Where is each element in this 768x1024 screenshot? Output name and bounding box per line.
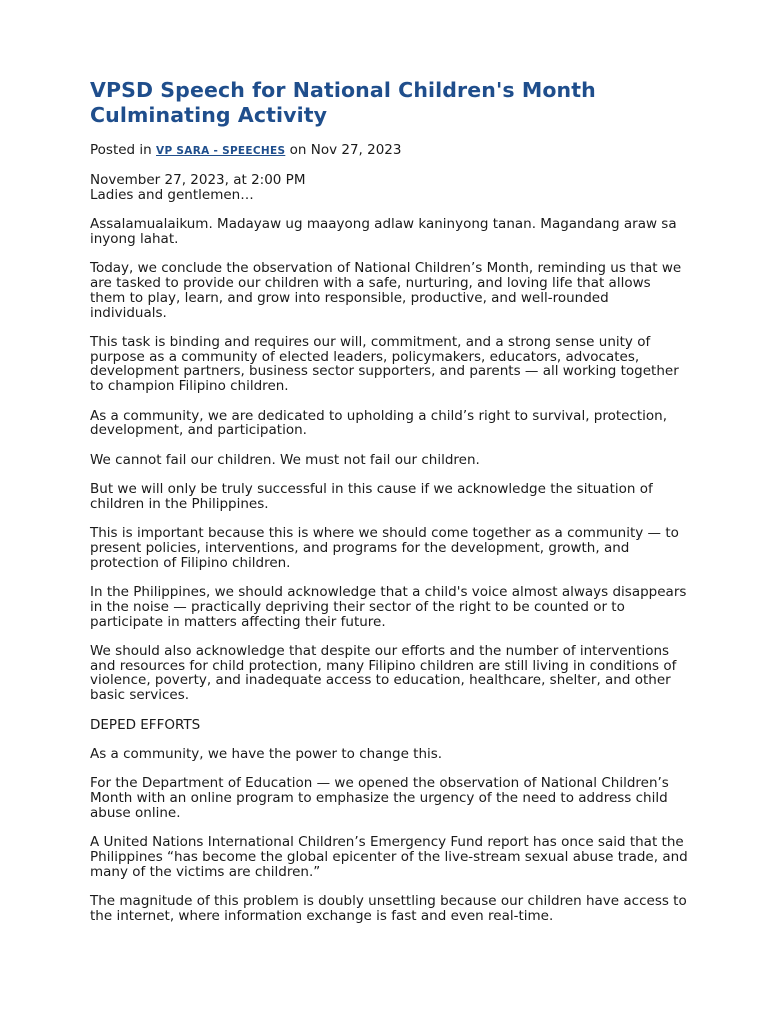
paragraph: This is important because this is where we should come together as a community — to present policies, interventions, and programs for the development, growth, and protection of Filipino children. [90, 525, 679, 571]
post-meta [90, 142, 688, 159]
paragraph: Today, we conclude the observation of National Children’s Month, reminding us that we are tasked to provide our children with a safe, nurturing, and loving life that allows them to play, learn, and grow into responsible, productive, and well-rounded individuals. [90, 260, 682, 321]
paragraph: Assalamualaikum. Madayaw ug maayong adlaw kaninyong tanan. Magandang araw sa inyong lahat. [90, 216, 677, 247]
paragraph: In the Philippines, we should acknowledge that a child's voice almost always disappears in the noise — practically depriving their sector of the right to be counted or to participate in matters affecting their future. [90, 583, 687, 630]
paragraph: As a community, we have the power to change this. [90, 745, 443, 762]
section-heading: DEPED EFFORTS [90, 716, 201, 733]
posted-prefix: Posted in [90, 142, 152, 158]
page-title: VPSD Speech for National Children's Month Culminating Activity [90, 78, 596, 127]
paragraph-dateline: November 27, 2023, at 2:00 PM Ladies and gentlemen… [90, 172, 306, 203]
article-body [90, 173, 688, 923]
date-prefix: on [289, 142, 307, 158]
paragraph: As a community, we are dedicated to upholding a child’s right to survival, protection, development, and participation. [90, 407, 668, 439]
paragraph: The magnitude of this problem is doubly unsettling because our children have access to the internet, where information exchange is fast and even real-time. [90, 892, 687, 924]
article [90, 78, 688, 938]
category-link[interactable]: VP SARA - SPEECHES [156, 145, 286, 157]
post-date: Nov 27, 2023 [310, 142, 402, 158]
paragraph: This task is binding and requires our will, commitment, and a strong sense unity of purpose as a community of elected leaders, policymakers, educators, advocates, development partners, business sector supporters, and parents — all working together to champion Filipino children. [90, 333, 679, 395]
paragraph: For the Department of Education — we opened the observation of National Children’s Month with an online program to emphasize the urgency of the need to address child abuse online. [90, 775, 669, 821]
paragraph: We cannot fail our children. We must not fail our children. [90, 451, 480, 468]
paragraph: But we will only be truly successful in this cause if we acknowledge the situation of children in the Philippines. [90, 480, 653, 512]
paragraph: A United Nations International Children’s Emergency Fund report has once said that the Philippines “has become the global epicenter of the live-stream sexual abuse trade, and many of the victims are children.” [90, 834, 688, 880]
paragraph: We should also acknowledge that despite our efforts and the number of interventions and resources for child protection, many Filipino children are still living in conditions of violence, poverty, and inadequate access to education, healthcare, shelter, and other basic services. [90, 642, 677, 704]
